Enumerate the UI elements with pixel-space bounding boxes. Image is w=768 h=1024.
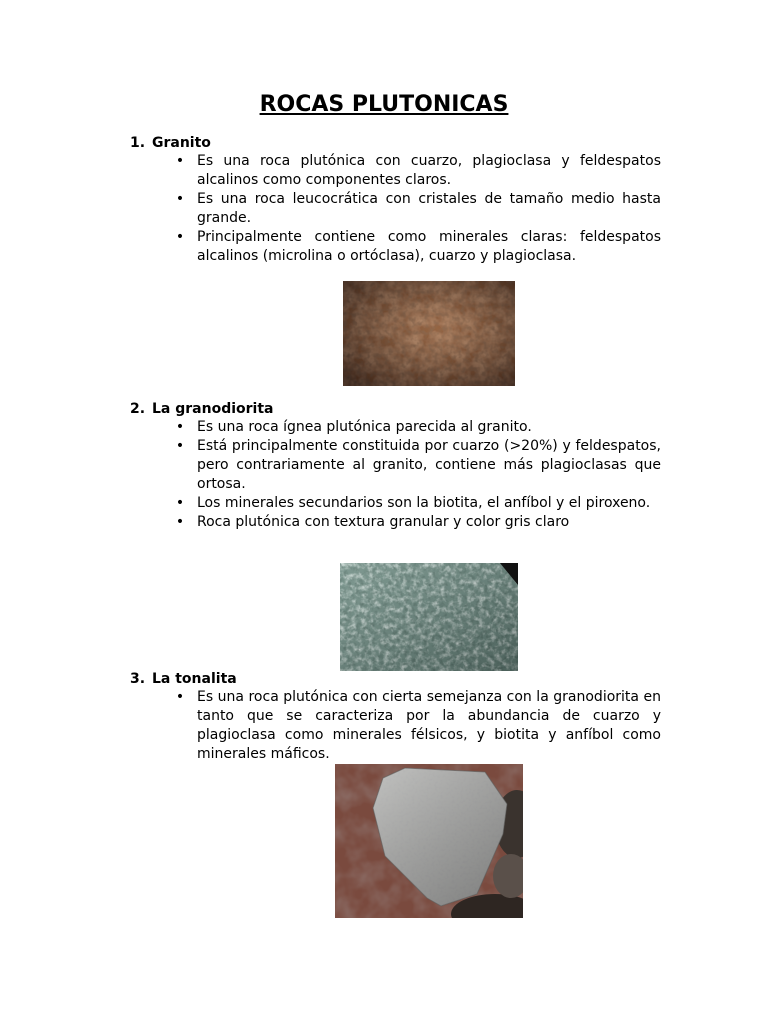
bullet-list-granodiorita: [175, 418, 661, 532]
bullet-icon: •: [175, 153, 185, 169]
section-heading-granodiorita: [130, 400, 273, 418]
granite-texture: [343, 281, 515, 386]
page-title: ROCAS PLUTONICAS: [259, 92, 509, 117]
list-item: [175, 152, 661, 190]
section-heading-granito: [130, 134, 211, 152]
granodiorite-texture: [340, 563, 518, 671]
section-number: 2.: [130, 401, 146, 417]
tonalite-photo: [335, 764, 523, 918]
list-item: [175, 437, 661, 494]
bullet-icon: •: [175, 689, 185, 705]
bullet-text: Los minerales secundarios son la biotita, el anfíbol y el piroxeno.: [197, 495, 651, 511]
list-item: [175, 190, 661, 228]
list-item: [175, 513, 661, 532]
bullet-text: Está principalmente constituida por cuarzo (>20%) y feldespatos, pero contrariamente al granito, contiene más plagioclasas que ortosa.: [197, 438, 661, 492]
section-title: Granito: [152, 135, 211, 151]
bullet-list-granito: [175, 152, 661, 266]
bullet-text: Es una roca ígnea plutónica parecida al granito.: [197, 419, 532, 435]
bullet-icon: •: [175, 495, 185, 511]
section-title: La granodiorita: [152, 401, 274, 417]
bullet-icon: •: [175, 229, 185, 245]
list-item: [175, 228, 661, 266]
list-item: [175, 688, 661, 764]
section-number: 3.: [130, 671, 146, 687]
granite-photo: [343, 281, 515, 386]
granodiorite-photo: [340, 563, 518, 671]
section-number: 1.: [130, 135, 146, 151]
bullet-list-tonalita: [175, 688, 661, 764]
bullet-text: Es una roca leucocrática con cristales de tamaño medio hasta grande.: [197, 191, 661, 226]
bullet-text: Es una roca plutónica con cuarzo, plagioclasa y feldespatos alcalinos como componentes claros.: [197, 153, 661, 188]
bullet-icon: •: [175, 514, 185, 530]
bullet-text: Roca plutónica con textura granular y color gris claro: [197, 514, 570, 530]
list-item: [175, 494, 661, 513]
bullet-icon: •: [175, 419, 185, 435]
bullet-icon: •: [175, 191, 185, 207]
bullet-icon: •: [175, 438, 185, 454]
bullet-text: Principalmente contiene como minerales claras: feldespatos alcalinos (microlina o ortóclasa), cuarzo y plagioclasa.: [197, 229, 661, 264]
section-heading-tonalita: [130, 670, 237, 688]
list-item: [175, 418, 661, 437]
section-title: La tonalita: [152, 671, 237, 687]
tonalite-texture: [335, 764, 523, 918]
bullet-text: Es una roca plutónica con cierta semejanza con la granodiorita en tanto que se caracteriza por la abundancia de cuarzo y plagioclasa como minerales félsicos, y biotita y anfíbol como minerales máficos.: [197, 689, 661, 762]
